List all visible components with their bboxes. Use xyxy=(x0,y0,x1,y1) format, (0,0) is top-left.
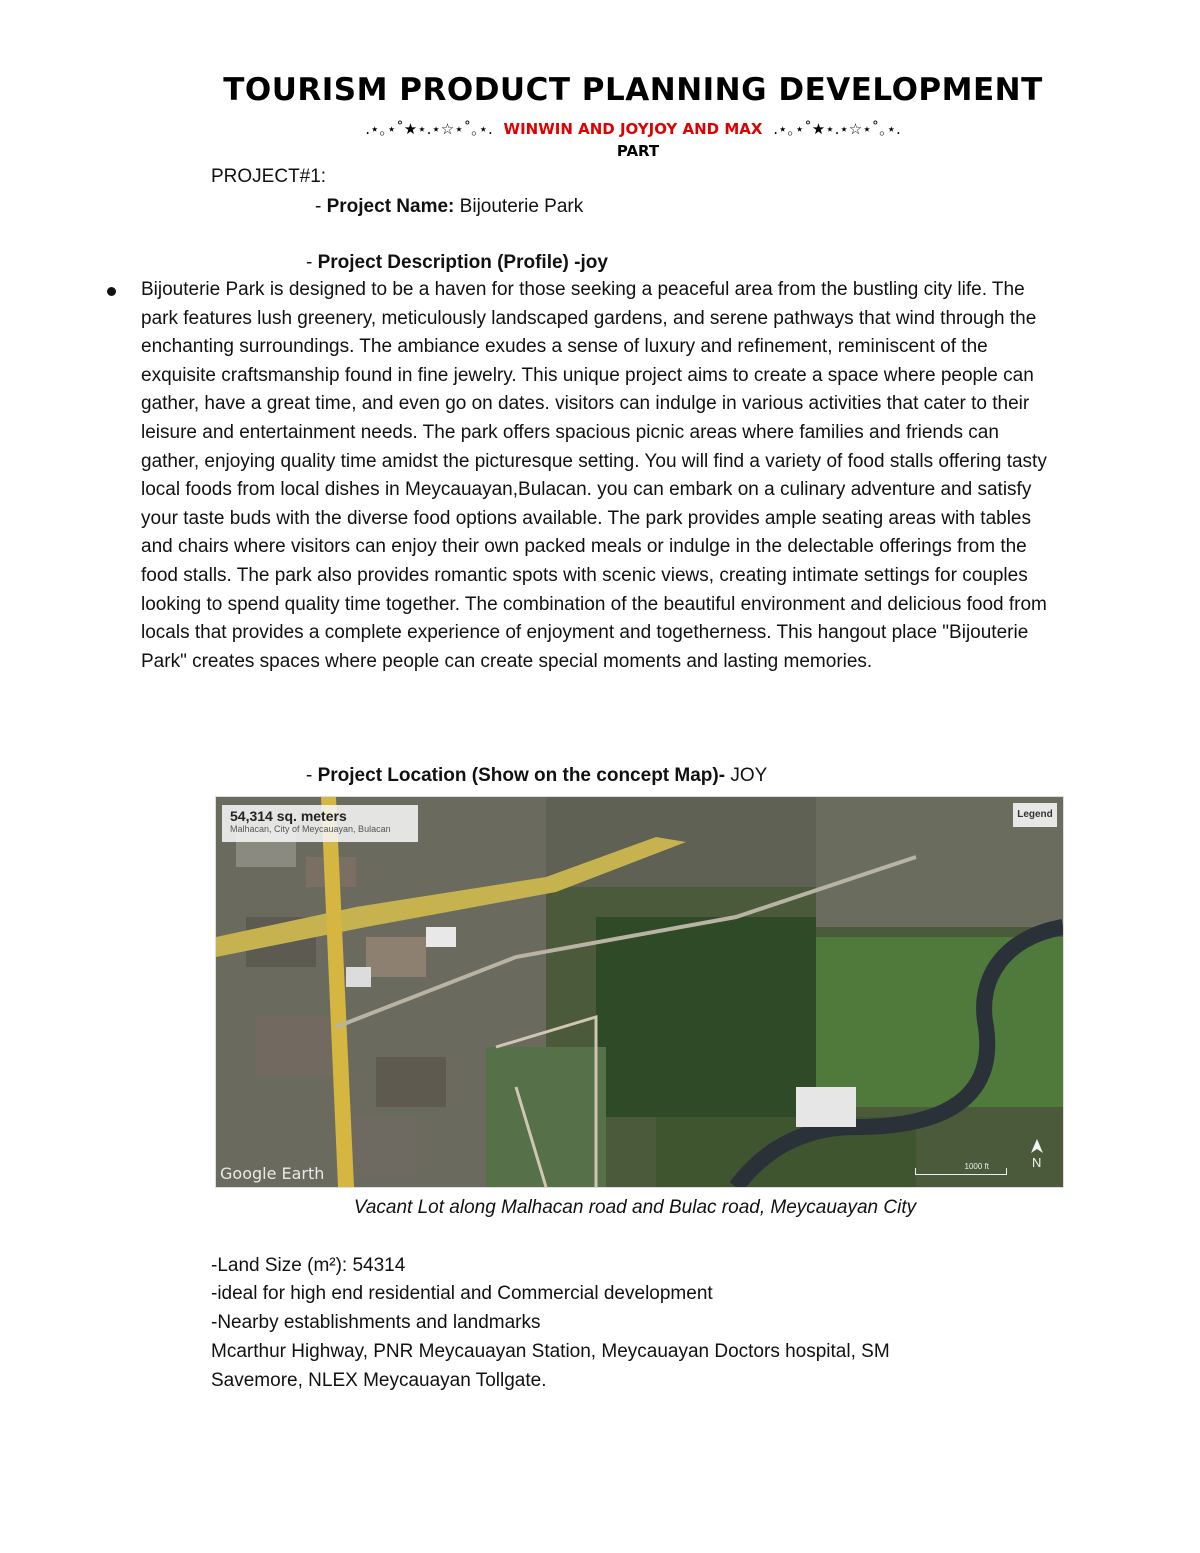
project-description-text: Bijouterie Park is designed to be a haven for those seeking a peaceful area from the bustling city life. The park features lush greenery, meticulously landscaped gardens, and serene pathways that wind through the enchanting surroundings. The ambiance exudes a sense of luxury and refinement, reminiscent of the exquisite craftsmanship found in fine jewelry. This unique project aims to create a space where people can gather, have a great time, and even go on dates. visitors can indulge in various activities that cater to their leisure and entertainment needs. The park offers spacious picnic areas where families and friends can gather, enjoying quality time amidst the picturesque setting. You will find a variety of food stalls offering tasty local foods from local dishes in Meycauayan,Bulacan. you can embark on a culinary adventure and satisfy your taste buds with the diverse food options available. The park provides ample seating areas with tables and chairs where visitors can enjoy their own packed meals or indulge in the delectable offerings from the food stalls. The park also provides romantic spots with scenic views, creating intimate settings for couples looking to spend quality time together. The combination of the beautiful environment and delicious food from locals that provides a complete experience of enjoyment and togetherness. This hangout place "Bijouterie Park" creates spaces where people can create special moments and lasting memories. xyxy=(141,279,1047,672)
detail-landmarks-2: Savemore, NLEX Meycauayan Tollgate. xyxy=(211,1370,547,1391)
compass-letter: N xyxy=(1032,1155,1042,1170)
map-area-label xyxy=(222,805,418,842)
north-arrow-icon xyxy=(1029,1139,1045,1173)
map-scale-label: 1000 ft xyxy=(964,1162,989,1171)
decoration-right: .⋆｡⋆˚★⋆.⋆☆⋆˚｡⋆. xyxy=(773,120,901,138)
google-earth-watermark: Google Earth xyxy=(220,1164,325,1183)
project-location-value: JOY xyxy=(725,765,768,786)
detail-landmarks-1: Mcarthur Highway, PNR Meycauayan Station, Meycauayan Doctors hospital, SM xyxy=(211,1341,890,1362)
dash: - xyxy=(315,196,327,217)
map-place-name: Malhacan, City of Meycauayan, Bulacan xyxy=(230,824,391,834)
bullet-icon xyxy=(107,287,116,296)
map-legend-button[interactable]: Legend xyxy=(1013,803,1057,827)
satellite-map-imagery xyxy=(216,797,1063,1187)
project-location-heading xyxy=(306,762,767,790)
dash: - xyxy=(306,252,318,273)
detail-nearby-heading: -Nearby establishments and landmarks xyxy=(211,1312,541,1333)
authors-line xyxy=(0,118,1200,139)
project-name-line xyxy=(315,193,583,221)
project-description-label: Project Description (Profile) -joy xyxy=(317,252,608,273)
detail-land-size: -Land Size (m²): 54314 xyxy=(211,1255,406,1276)
map-scale-bar xyxy=(915,1168,1007,1175)
document-title: TOURISM PRODUCT PLANNING DEVELOPMENT xyxy=(223,72,1043,108)
author-names: WINWIN AND JOYJOY AND MAX xyxy=(503,120,763,138)
project-name-value: Bijouterie Park xyxy=(454,196,584,217)
dash: - xyxy=(306,765,318,786)
map-caption: Vacant Lot along Malhacan road and Bulac road, Meycauayan City xyxy=(353,1197,917,1218)
project-number: PROJECT#1: xyxy=(211,166,327,187)
map-area-size: 54,314 sq. meters xyxy=(230,808,347,824)
decoration-left: .⋆｡⋆˚★⋆.⋆☆⋆˚｡⋆. xyxy=(365,120,493,138)
satellite-map xyxy=(215,796,1064,1188)
project-description-heading xyxy=(306,249,608,277)
part-label: PART xyxy=(616,142,660,160)
project-location-label: Project Location (Show on the concept Map)- xyxy=(317,765,726,786)
project-name-label: Project Name: xyxy=(326,196,455,217)
detail-ideal-use: -ideal for high end residential and Commercial development xyxy=(211,1283,713,1304)
